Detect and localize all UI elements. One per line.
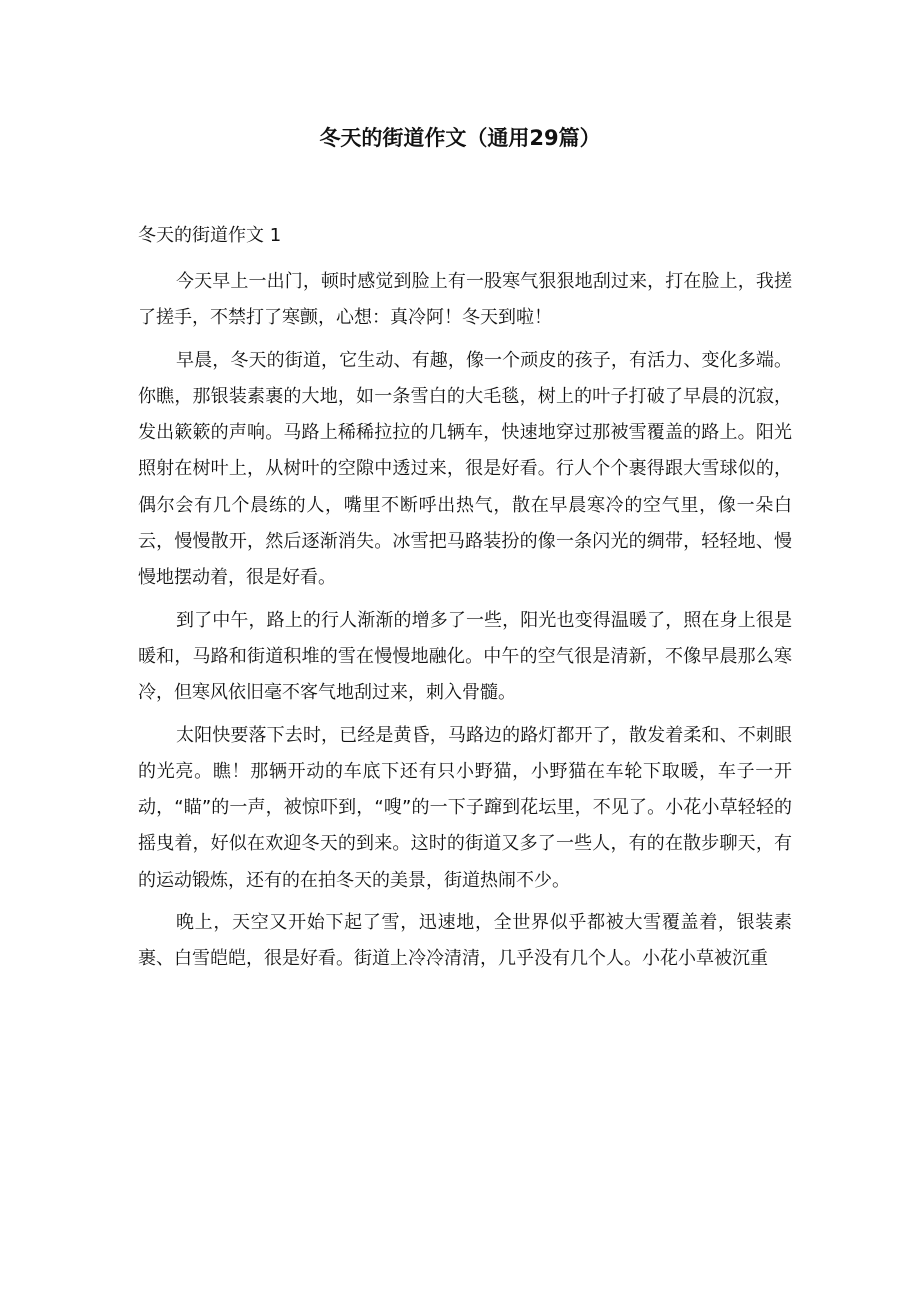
- section-heading: 冬天的街道作文 1: [138, 225, 282, 246]
- paragraph: 今天早上一出门，顿时感觉到脸上有一股寒气狠狠地刮过来，打在脸上，我搓了搓手，不禁打了寒颤，心想：真冷阿！冬天到啦！: [138, 271, 792, 329]
- paragraph: 到了中午，路上的行人渐渐的增多了一些，阳光也变得温暖了，照在身上很是暖和，马路和街道积堆的雪在慢慢地融化。中午的空气很是清新，不像早晨那么寒冷，但寒风依旧毫不客气地刮过来，刺入骨髓。: [138, 609, 792, 704]
- document-body: [138, 264, 792, 984]
- document-title: 冬天的街道作文（通用29篇）: [319, 126, 601, 150]
- paragraph: 太阳快要落下去时，已经是黄昏，马路边的路灯都开了，散发着柔和、不刺眼的光亮。瞧！那辆开动的车底下还有只小野猫，小野猫在车轮下取暖，车子一开动，“瞄”的一声，被惊吓到，“嗖”的一下子蹿到花坛里，不见了。小花小草轻轻的摇曳着，好似在欢迎冬天的到来。这时的街道又多了一些人，有的在散步聊天，有的运动锻炼，还有的在拍冬天的美景，街道热闹不少。: [138, 724, 792, 891]
- paragraph: 晚上，天空又开始下起了雪，迅速地，全世界似乎都被大雪覆盖着，银装素裹、白雪皑皑，很是好看。街道上冷冷清清，几乎没有几个人。小花小草被沉重: [138, 912, 792, 970]
- paragraph: 早晨，冬天的街道，它生动、有趣，像一个顽皮的孩子，有活力、变化多端。你瞧，那银装素裹的大地，如一条雪白的大毛毯，树上的叶子打破了早晨的沉寂，发出簌簌的声响。马路上稀稀拉拉的几辆车，快速地穿过那被雪覆盖的路上。阳光照射在树叶上，从树叶的空隙中透过来，很是好看。行人个个裹得跟大雪球似的，偶尔会有几个晨练的人，嘴里不断呼出热气，散在早晨寒冷的空气里，像一朵白云，慢慢散开，然后逐渐消失。冰雪把马路装扮的像一条闪光的绸带，轻轻地、慢慢地摆动着，很是好看。: [138, 349, 792, 589]
